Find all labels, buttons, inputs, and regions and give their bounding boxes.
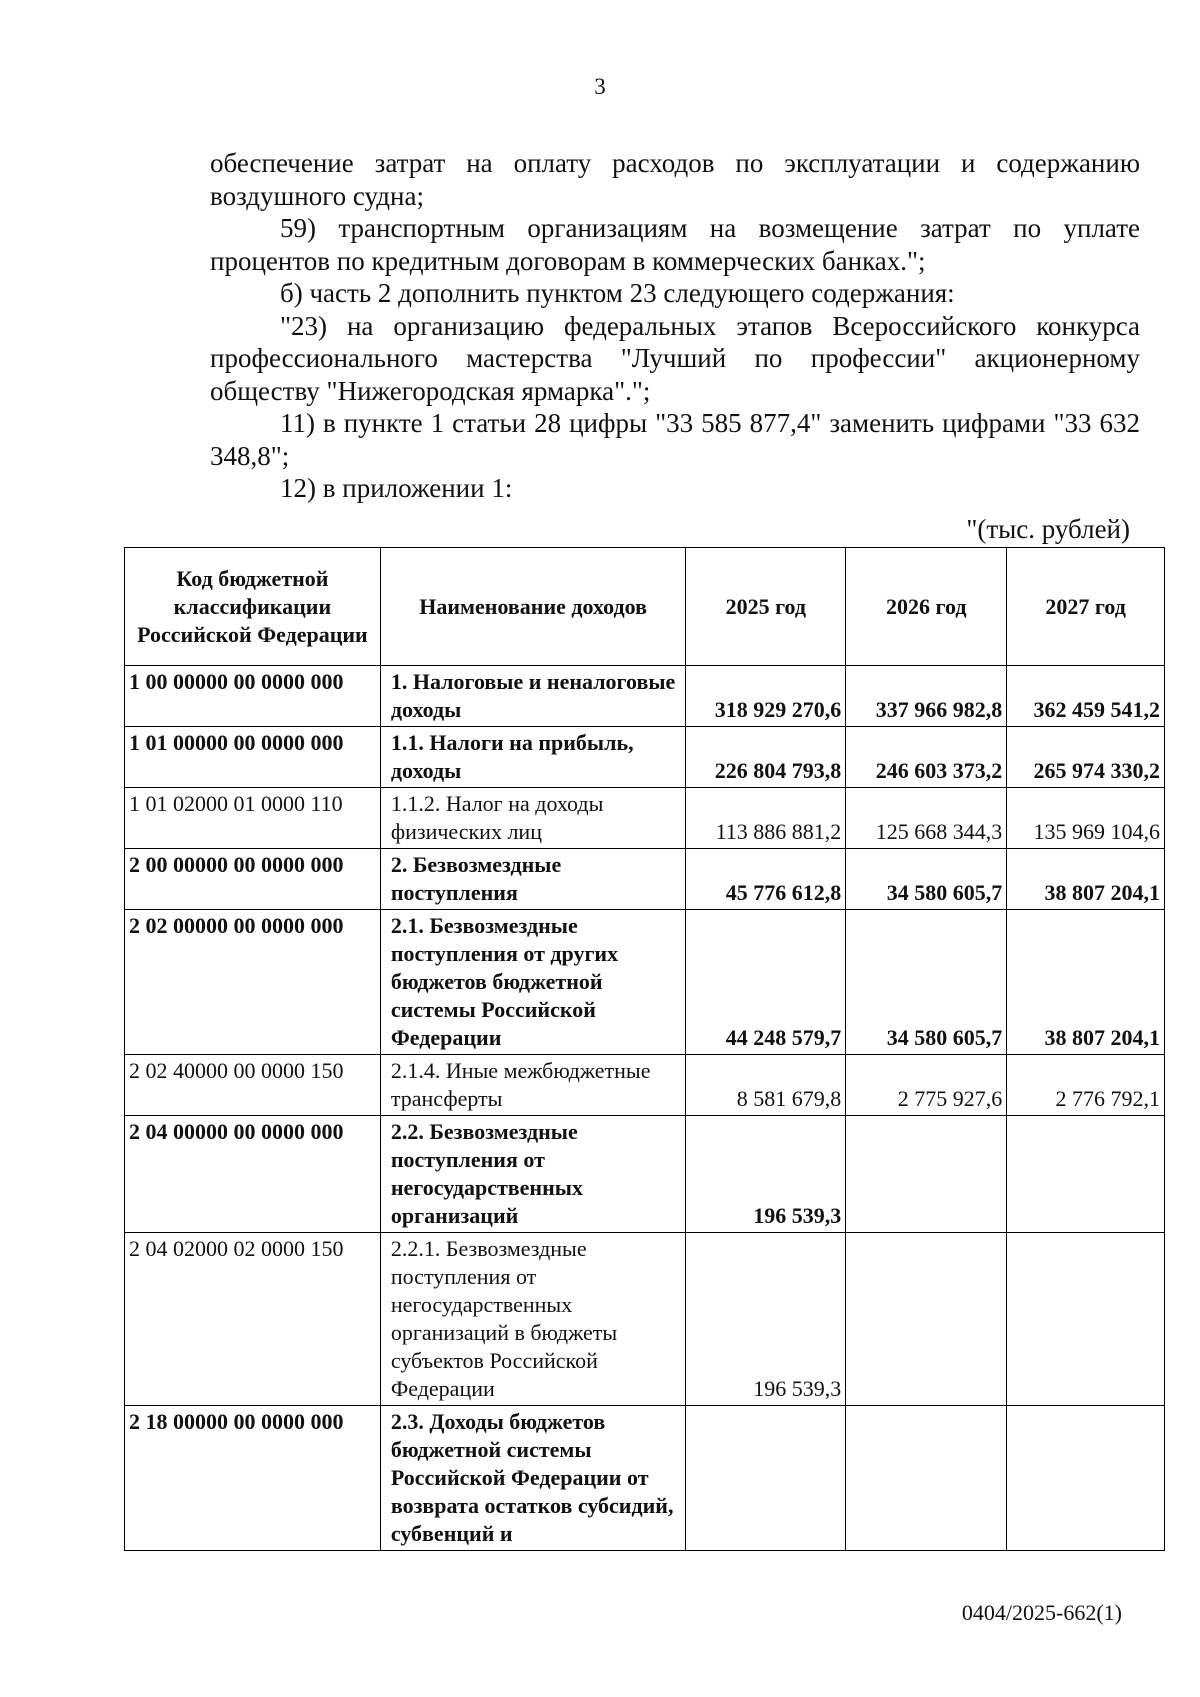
table-row [125, 788, 1165, 849]
row-2027 [1007, 1233, 1165, 1406]
paragraph: "23) на организацию федеральных этапов Всероссийского конкурса профессионального мастерства "Лучший по профессии" акционерному обществу "Нижегородская ярмарка"."; [210, 310, 1140, 406]
row-2027: 38 807 204,1 [1007, 910, 1165, 1055]
paragraph: 59) транспортным организациям на возмещение затрат по уплате процентов по кредитным договорам в коммерческих банках."; [210, 213, 1140, 276]
table-row [125, 666, 1165, 727]
table-row [125, 849, 1165, 910]
row-code: 2 02 00000 00 0000 000 [125, 910, 381, 1055]
row-2025: 113 886 881,2 [686, 788, 846, 849]
row-code: 2 00 00000 00 0000 000 [125, 849, 381, 910]
row-2027 [1007, 1406, 1165, 1551]
row-2025: 196 539,3 [686, 1116, 846, 1233]
header-2025: 2025 год [686, 548, 846, 666]
row-2027 [1007, 1116, 1165, 1233]
table-row [125, 1233, 1165, 1406]
header-code: Код бюджетной классификации Российской Федерации [125, 548, 381, 666]
row-name: 1. Налоговые и неналоговые доходы [380, 666, 685, 727]
row-code: 1 00 00000 00 0000 000 [125, 666, 381, 727]
unit-label: "(тыс. рублей) [966, 514, 1130, 544]
row-2027: 135 969 104,6 [1007, 788, 1165, 849]
revenue-table [124, 547, 1165, 1551]
row-2025: 226 804 793,8 [686, 727, 846, 788]
row-2026 [846, 1233, 1007, 1406]
table-row [125, 727, 1165, 788]
row-2027: 362 459 541,2 [1007, 666, 1165, 727]
header-2026: 2026 год [846, 548, 1007, 666]
row-code: 1 01 02000 01 0000 110 [125, 788, 381, 849]
row-name: 1.1.2. Налог на доходы физических лиц [380, 788, 685, 849]
table-row [125, 1116, 1165, 1233]
row-2026: 34 580 605,7 [846, 849, 1007, 910]
row-2026: 246 603 373,2 [846, 727, 1007, 788]
row-name: 2.2. Безвозмездные поступления от негосударственных организаций [380, 1116, 685, 1233]
row-2026 [846, 1406, 1007, 1551]
paragraph: 11) в пункте 1 статьи 28 цифры "33 585 877,4" заменить цифрами "33 632 348,8"; [210, 408, 1140, 471]
row-2025: 318 929 270,6 [686, 666, 846, 727]
paragraph: обеспечение затрат на оплату расходов по эксплуатации и содержанию воздушного судна; [210, 148, 1140, 211]
row-2025: 196 539,3 [686, 1233, 846, 1406]
table-row [125, 910, 1165, 1055]
row-2025 [686, 1406, 846, 1551]
paragraph: б) часть 2 дополнить пунктом 23 следующего содержания: [280, 278, 955, 308]
table-row [125, 1055, 1165, 1116]
page-number: 3 [594, 74, 606, 99]
row-2026: 34 580 605,7 [846, 910, 1007, 1055]
row-2025: 44 248 579,7 [686, 910, 846, 1055]
row-2027: 2 776 792,1 [1007, 1055, 1165, 1116]
row-code: 2 04 00000 00 0000 000 [125, 1116, 381, 1233]
row-code: 1 01 00000 00 0000 000 [125, 727, 381, 788]
row-2026: 125 668 344,3 [846, 788, 1007, 849]
document-registration-code: 0404/2025-662(1) [961, 1600, 1122, 1625]
row-code: 2 18 00000 00 0000 000 [125, 1406, 381, 1551]
table-header-row [125, 548, 1165, 666]
row-2026: 2 775 927,6 [846, 1055, 1007, 1116]
row-2025: 8 581 679,8 [686, 1055, 846, 1116]
header-name: Наименование доходов [380, 548, 685, 666]
row-name: 1.1. Налоги на прибыль, доходы [380, 727, 685, 788]
row-name: 2.3. Доходы бюджетов бюджетной системы Российской Федерации от возврата остатков субсидий, субвенций и [380, 1406, 685, 1551]
row-name: 2.1.4. Иные межбюджетные трансферты [380, 1055, 685, 1116]
paragraph: 12) в приложении 1: [280, 473, 513, 503]
table-row [125, 1406, 1165, 1551]
row-2027: 265 974 330,2 [1007, 727, 1165, 788]
header-2027: 2027 год [1007, 548, 1165, 666]
row-2026: 337 966 982,8 [846, 666, 1007, 727]
row-code: 2 02 40000 00 0000 150 [125, 1055, 381, 1116]
row-name: 2. Безвозмездные поступления [380, 849, 685, 910]
row-2027: 38 807 204,1 [1007, 849, 1165, 910]
row-code: 2 04 02000 02 0000 150 [125, 1233, 381, 1406]
document-body [210, 147, 1140, 505]
row-2026 [846, 1116, 1007, 1233]
row-name: 2.1. Безвозмездные поступления от других бюджетов бюджетной системы Российской Федерации [380, 910, 685, 1055]
row-name: 2.2.1. Безвозмездные поступления от негосударственных организаций в бюджеты субъектов Российской Федерации [380, 1233, 685, 1406]
row-2025: 45 776 612,8 [686, 849, 846, 910]
